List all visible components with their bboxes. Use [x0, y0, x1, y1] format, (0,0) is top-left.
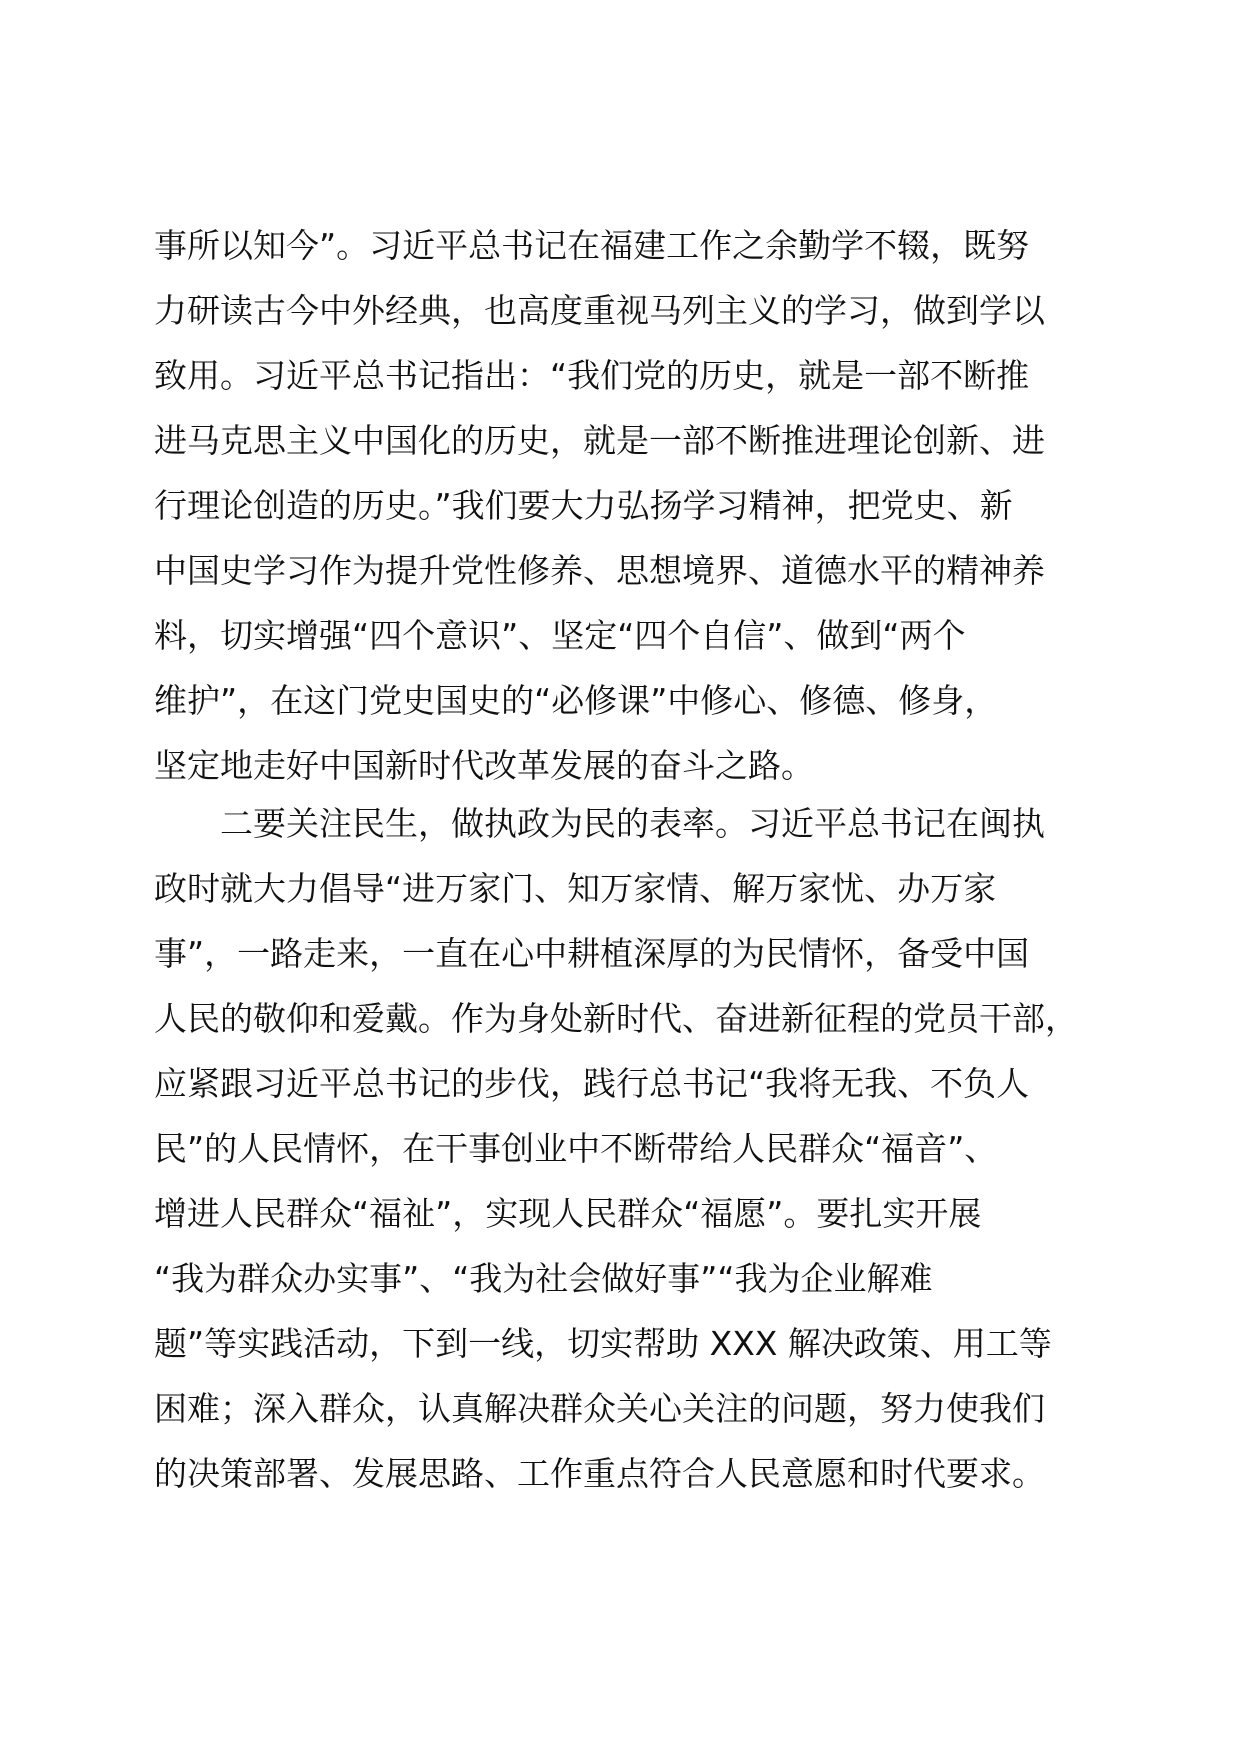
text-line: 事”，一路走来，一直在心中耕植深厚的为民情怀，备受中国 [154, 934, 1030, 973]
text-line: 增进人民群众“福祉”，实现人民群众“福愿”。要扎实开展 [154, 1194, 982, 1233]
text-line: 民”的人民情怀，在干事创业中不断带给人民群众“福音”、 [154, 1129, 998, 1168]
text-line: “我为群众办实事”、“我为社会做好事”“我为企业解难 [154, 1259, 933, 1298]
text-line: 行理论创造的历史。”我们要大力弘扬学习精神，把党史、新 [154, 486, 1013, 525]
text-line: 题”等实践活动，下到一线，切实帮助 XXX 解决政策、用工等 [154, 1324, 1052, 1363]
text-line: 应紧跟习近平总书记的步伐，践行总书记“我将无我、不负人 [154, 1064, 1030, 1103]
text-line: 的决策部署、发展思路、工作重点符合人民意愿和时代要求。 [154, 1454, 1045, 1493]
text-line: 致用。习近平总书记指出：“我们党的历史，就是一部不断推 [154, 356, 1030, 395]
text-line: 维护”，在这门党史国史的“必修课”中修心、修德、修身， [154, 681, 998, 720]
text-line: 中国史学习作为提升党性修养、思想境界、道德水平的精神养 [154, 551, 1045, 590]
text-line: 政时就大力倡导“进万家门、知万家情、解万家忧、办万家 [154, 869, 997, 908]
text-line: 困难；深入群众，认真解决群众关心关注的问题，努力使我们 [154, 1389, 1045, 1428]
text-line: 力研读古今中外经典，也高度重视马列主义的学习，做到学以 [154, 291, 1045, 330]
text-line: 事所以知今”。习近平总书记在福建工作之余勤学不辍，既努 [154, 226, 1030, 265]
paragraph-2 [154, 791, 1094, 1506]
text-line: 坚定地走好中国新时代改革发展的奋斗之路。 [154, 746, 814, 785]
text-line: 人民的敬仰和爱戴。作为身处新时代、奋进新征程的党员干部， [154, 999, 1078, 1038]
text-line: 二要关注民生，做执政为民的表率。习近平总书记在闽执 [154, 804, 1045, 843]
paragraph-1 [154, 213, 1094, 798]
text-line: 料，切实增强“四个意识”、坚定“四个自信”、做到“两个 [154, 616, 966, 655]
text-line: 进马克思主义中国化的历史，就是一部不断推进理论创新、进 [154, 421, 1045, 460]
